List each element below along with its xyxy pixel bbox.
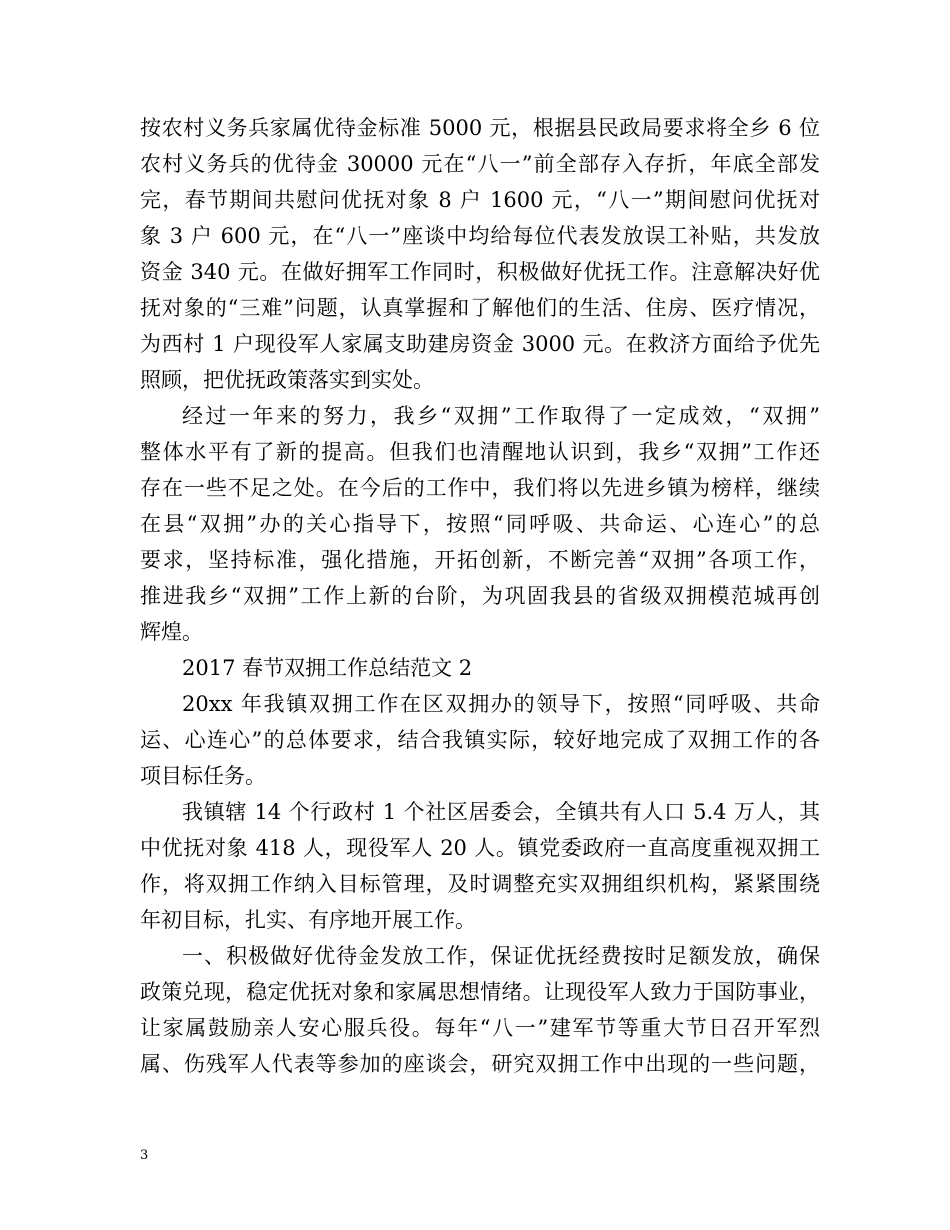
text-line: 抚对象的“三难”问题，认真掌握和了解他们的生活、住房、医疗情况， — [140, 296, 820, 320]
text-line: 中优抚对象 418 人，现役军人 20 人。镇党委政府一直高度重视双拥工 — [140, 836, 820, 860]
text-line: 按农村义务兵家属优待金标准 5000 元，根据县民政局要求将全乡 6 位 — [140, 116, 820, 140]
text-line: 辉煌。 — [140, 620, 203, 644]
text-line: 象 3 户 600 元，在“八一”座谈中均给每位代表发放误工补贴，共发放 — [140, 224, 820, 248]
text-line: 为西村 1 户现役军人家属支助建房资金 3000 元。在救济方面给予优先 — [140, 332, 820, 356]
text-line: 运、心连心”的总体要求，结合我镇实际，较好地完成了双拥工作的各 — [140, 728, 820, 752]
text-line: 属、伤残军人代表等参加的座谈会，研究双拥工作中出现的一些问题， — [140, 1052, 820, 1076]
text-line: 项目标任务。 — [140, 764, 266, 788]
text-line: 推进我乡“双拥”工作上新的台阶，为巩固我县的省级双拥模范城再创 — [140, 584, 820, 608]
text-line: 要求，坚持标准，强化措施，开拓创新，不断完善“双拥”各项工作， — [140, 548, 820, 572]
text-line: 农村义务兵的优待金 30000 元在“八一”前全部存入存折，年底全部发 — [140, 152, 820, 176]
text-line: 一、积极做好优待金发放工作，保证优抚经费按时足额发放，确保 — [182, 944, 820, 968]
document-body — [140, 110, 820, 1082]
text-line: 在县“双拥”办的关心指导下，按照“同呼吸、共命运、心连心”的总 — [140, 512, 820, 536]
text-line: 20xx 年我镇双拥工作在区双拥办的领导下，按照“同呼吸、共命 — [182, 692, 820, 716]
text-line: 政策兑现，稳定优抚对象和家属思想情绪。让现役军人致力于国防事业， — [140, 980, 820, 1004]
text-line: 作，将双拥工作纳入目标管理，及时调整充实双拥组织机构，紧紧围绕 — [140, 872, 820, 896]
text-line: 整体水平有了新的提高。但我们也清醒地认识到，我乡“双拥”工作还 — [140, 440, 820, 464]
text-line: 完，春节期间共慰问优抚对象 8 户 1600 元，“八一”期间慰问优抚对 — [140, 188, 820, 212]
section-heading: 2017 春节双拥工作总结范文 2 — [182, 656, 473, 680]
text-line: 我镇辖 14 个行政村 1 个社区居委会，全镇共有人口 5.4 万人，其 — [182, 800, 820, 824]
page-number: 3 — [140, 1148, 149, 1163]
text-line: 资金 340 元。在做好拥军工作同时，积极做好优抚工作。注意解决好优 — [140, 260, 820, 284]
text-line: 年初目标，扎实、有序地开展工作。 — [140, 908, 476, 932]
text-line: 让家属鼓励亲人安心服兵役。每年“八一”建军节等重大节日召开军烈 — [140, 1016, 820, 1040]
text-line: 经过一年来的努力，我乡“双拥”工作取得了一定成效，“双拥” — [182, 404, 820, 428]
text-line: 照顾，把优抚政策落实到实处。 — [140, 368, 434, 392]
text-line: 存在一些不足之处。在今后的工作中，我们将以先进乡镇为榜样，继续 — [140, 476, 820, 500]
